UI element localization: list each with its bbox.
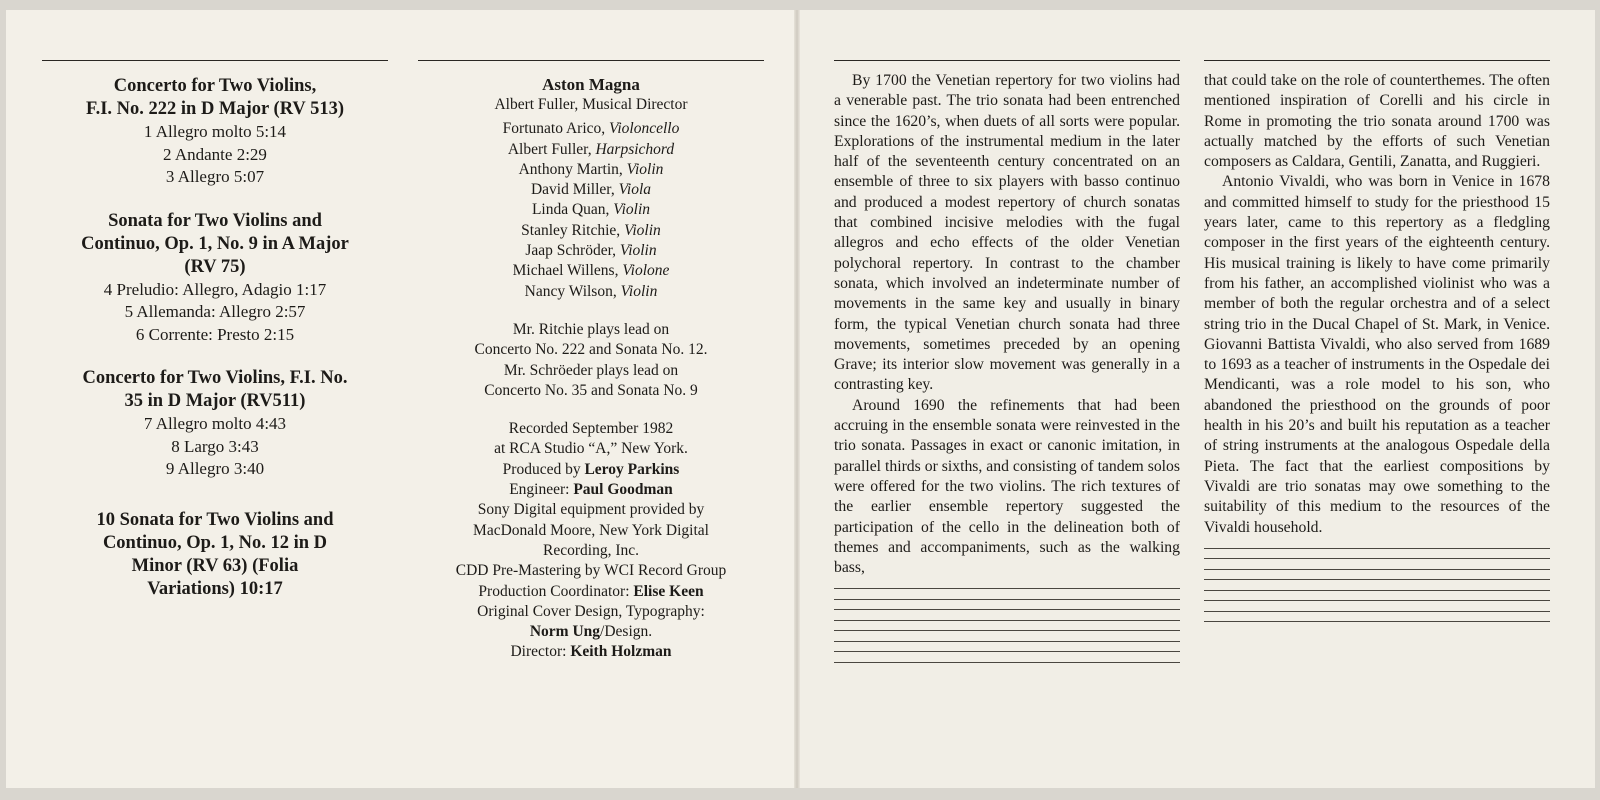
member: Linda Quan, Violin <box>531 201 651 219</box>
column-rule <box>834 60 1180 61</box>
cover-credit: Original Cover Design, Typography: <box>477 602 705 620</box>
musical-director: Albert Fuller, Musical Director <box>494 96 688 113</box>
piece-title: Sonata for Two Violins and Continuo, Op. 1, No. 9 in A Major (RV 75) <box>81 210 349 277</box>
recording-studio: at RCA Studio “A,” New York. <box>494 440 688 458</box>
equipment-credit: Sony Digital equipment provided by <box>477 501 705 519</box>
column-rule <box>418 60 764 61</box>
movement: 1 Allegro molto 5:14 <box>143 122 287 141</box>
movement: 4 Preludio: Allegro, Adagio 1:17 <box>103 279 327 299</box>
essay-paragraph: Around 1690 the refinements that had been accruing in the ensemble sonata were reinvested in the trio sonata. Passages in exact or canonic imitation, in parallel thirds or sixths, and consisting of tandem solos were offered for the two violins. The rich textures of the earlier ensemble repertory suggested the participation of the cello in the delineation both of themes and accompaniments, such as the walking bass, <box>834 396 1180 577</box>
member: Jaap Schröder, Violin <box>525 242 657 260</box>
member: Fortunato Arico, Violoncello <box>502 120 680 138</box>
member: Albert Fuller, Harpsichord <box>507 140 675 158</box>
essay-column-2 <box>1204 60 1550 632</box>
piece-4 <box>42 509 388 601</box>
movement: 3 Allegro 5:07 <box>165 167 265 186</box>
piece-2 <box>42 210 388 347</box>
director-credit: Director: Keith Holzman <box>510 643 672 661</box>
member: Nancy Wilson, Violin <box>524 282 658 300</box>
essay-paragraph: By 1700 the Venetian repertory for two violins had a venerable past. The trio sonata had been entrenched since the 1620’s, when duets of all sorts were popular. Explorations of the instrumental medium in the later half of the seventeenth century concentrated on an ensemble of three to six players with basso continuo and produced a modest repertory of church sonatas that combined incisive melodies with the fugal allegros and echo effects of the older Venetian polychoral repertory. In contrast to the chamber sonata, which involved an indeterminate number of movements in the same key and usually in binary form, the typical Venetian church sonata had three movements, sometimes preceded by an opening Grave; its interior slow movement was generally in a contrasting key. <box>834 72 1180 394</box>
piece-title: Concerto for Two Violins, F.I. No. 35 in D Major (RV511) <box>82 368 348 411</box>
member: Stanley Ritchie, Violin <box>521 221 661 239</box>
column-rule <box>42 60 388 61</box>
producer-credit: Produced by Leroy Parkins <box>502 460 680 478</box>
mastering-credit: CDD Pre-Mastering by WCI Record Group <box>455 562 727 580</box>
movement: 5 Allemanda: Allegro 2:57 <box>124 302 306 321</box>
movement: 7 Allegro molto 4:43 <box>143 414 287 433</box>
piece-1 <box>42 75 388 189</box>
column-rule <box>1204 60 1550 61</box>
piece-3 <box>42 367 388 481</box>
essay-paragraph: that could take on the role of counterthemes. The often mentioned inspiration of Corelli and his circle in Rome in promoting the trio sonata around 1700 was actually matched by the efforts of such Venetian composers as Caldara, Gentili, Zanatta, and Ruggieri. <box>1204 72 1550 171</box>
lead-note: Concerto No. 222 and Sonata No. 12. <box>474 341 708 359</box>
coordinator-credit: Production Coordinator: Elise Keen <box>478 582 704 600</box>
ensemble-name: Aston Magna <box>542 75 640 94</box>
movement: 9 Allegro 3:40 <box>165 459 265 478</box>
movement: 6 Corrente: Presto 2:15 <box>135 324 295 344</box>
equipment-credit: Recording, Inc. <box>543 541 639 559</box>
recorded-date: Recorded September 1982 <box>508 420 674 438</box>
movement: 8 Largo 3:43 <box>171 436 259 456</box>
program-column <box>42 60 388 622</box>
designer-credit: Norm Ung/Design. <box>529 623 653 641</box>
ruled-lines <box>834 588 1180 672</box>
member: Michael Willens, Violone <box>512 262 670 280</box>
piece-title: 10 Sonata for Two Violins and Continuo, Op. 1, No. 12 in D Minor (RV 63) (Folia Variations) 10:17 <box>96 509 334 599</box>
essay-column-1 <box>834 60 1180 672</box>
credits-column <box>418 60 764 663</box>
member: Anthony Martin, Violin <box>518 160 664 178</box>
member: David Miller, Viola <box>530 181 652 199</box>
ruled-lines <box>1204 548 1550 632</box>
lead-note: Mr. Ritchie plays lead on <box>512 320 670 338</box>
lead-note: Mr. Schröeder plays lead on <box>503 361 679 379</box>
piece-title: Concerto for Two Violins, F.I. No. 222 in D Major (RV 513) <box>85 76 344 119</box>
essay-paragraph: Antonio Vivaldi, who was born in Venice in 1678 and committed himself to study for the priesthood 15 years later, came to this repertory as a fledgling composer in the first years of the eighteenth century. His musical training is likely to have come primarily from his father, an accomplished violinist who was a member of both the regular orchestra and of a select string trio in the Ducal Chapel of St. Mark, in Venice. Giovanni Battista Vivaldi, who also served from 1689 to 1693 as a teacher of instruments in the Ospedale dei Mendicanti, was a role model to his son, who abandoned the priesthood on the grounds of poor health in his 20’s and built his reputation as a teacher of string instruments at the analogous Ospedale della Pieta. The fact that the earliest compositions by Vivaldi are trio sonatas may owe something to the suitability of this medium to the resources of the Vivaldi household. <box>1204 173 1550 536</box>
equipment-credit: MacDonald Moore, New York Digital <box>473 521 709 539</box>
lead-note: Concerto No. 35 and Sonata No. 9 <box>484 381 698 399</box>
movement: 2 Andante 2:29 <box>163 144 267 164</box>
engineer-credit: Engineer: Paul Goodman <box>509 481 673 499</box>
